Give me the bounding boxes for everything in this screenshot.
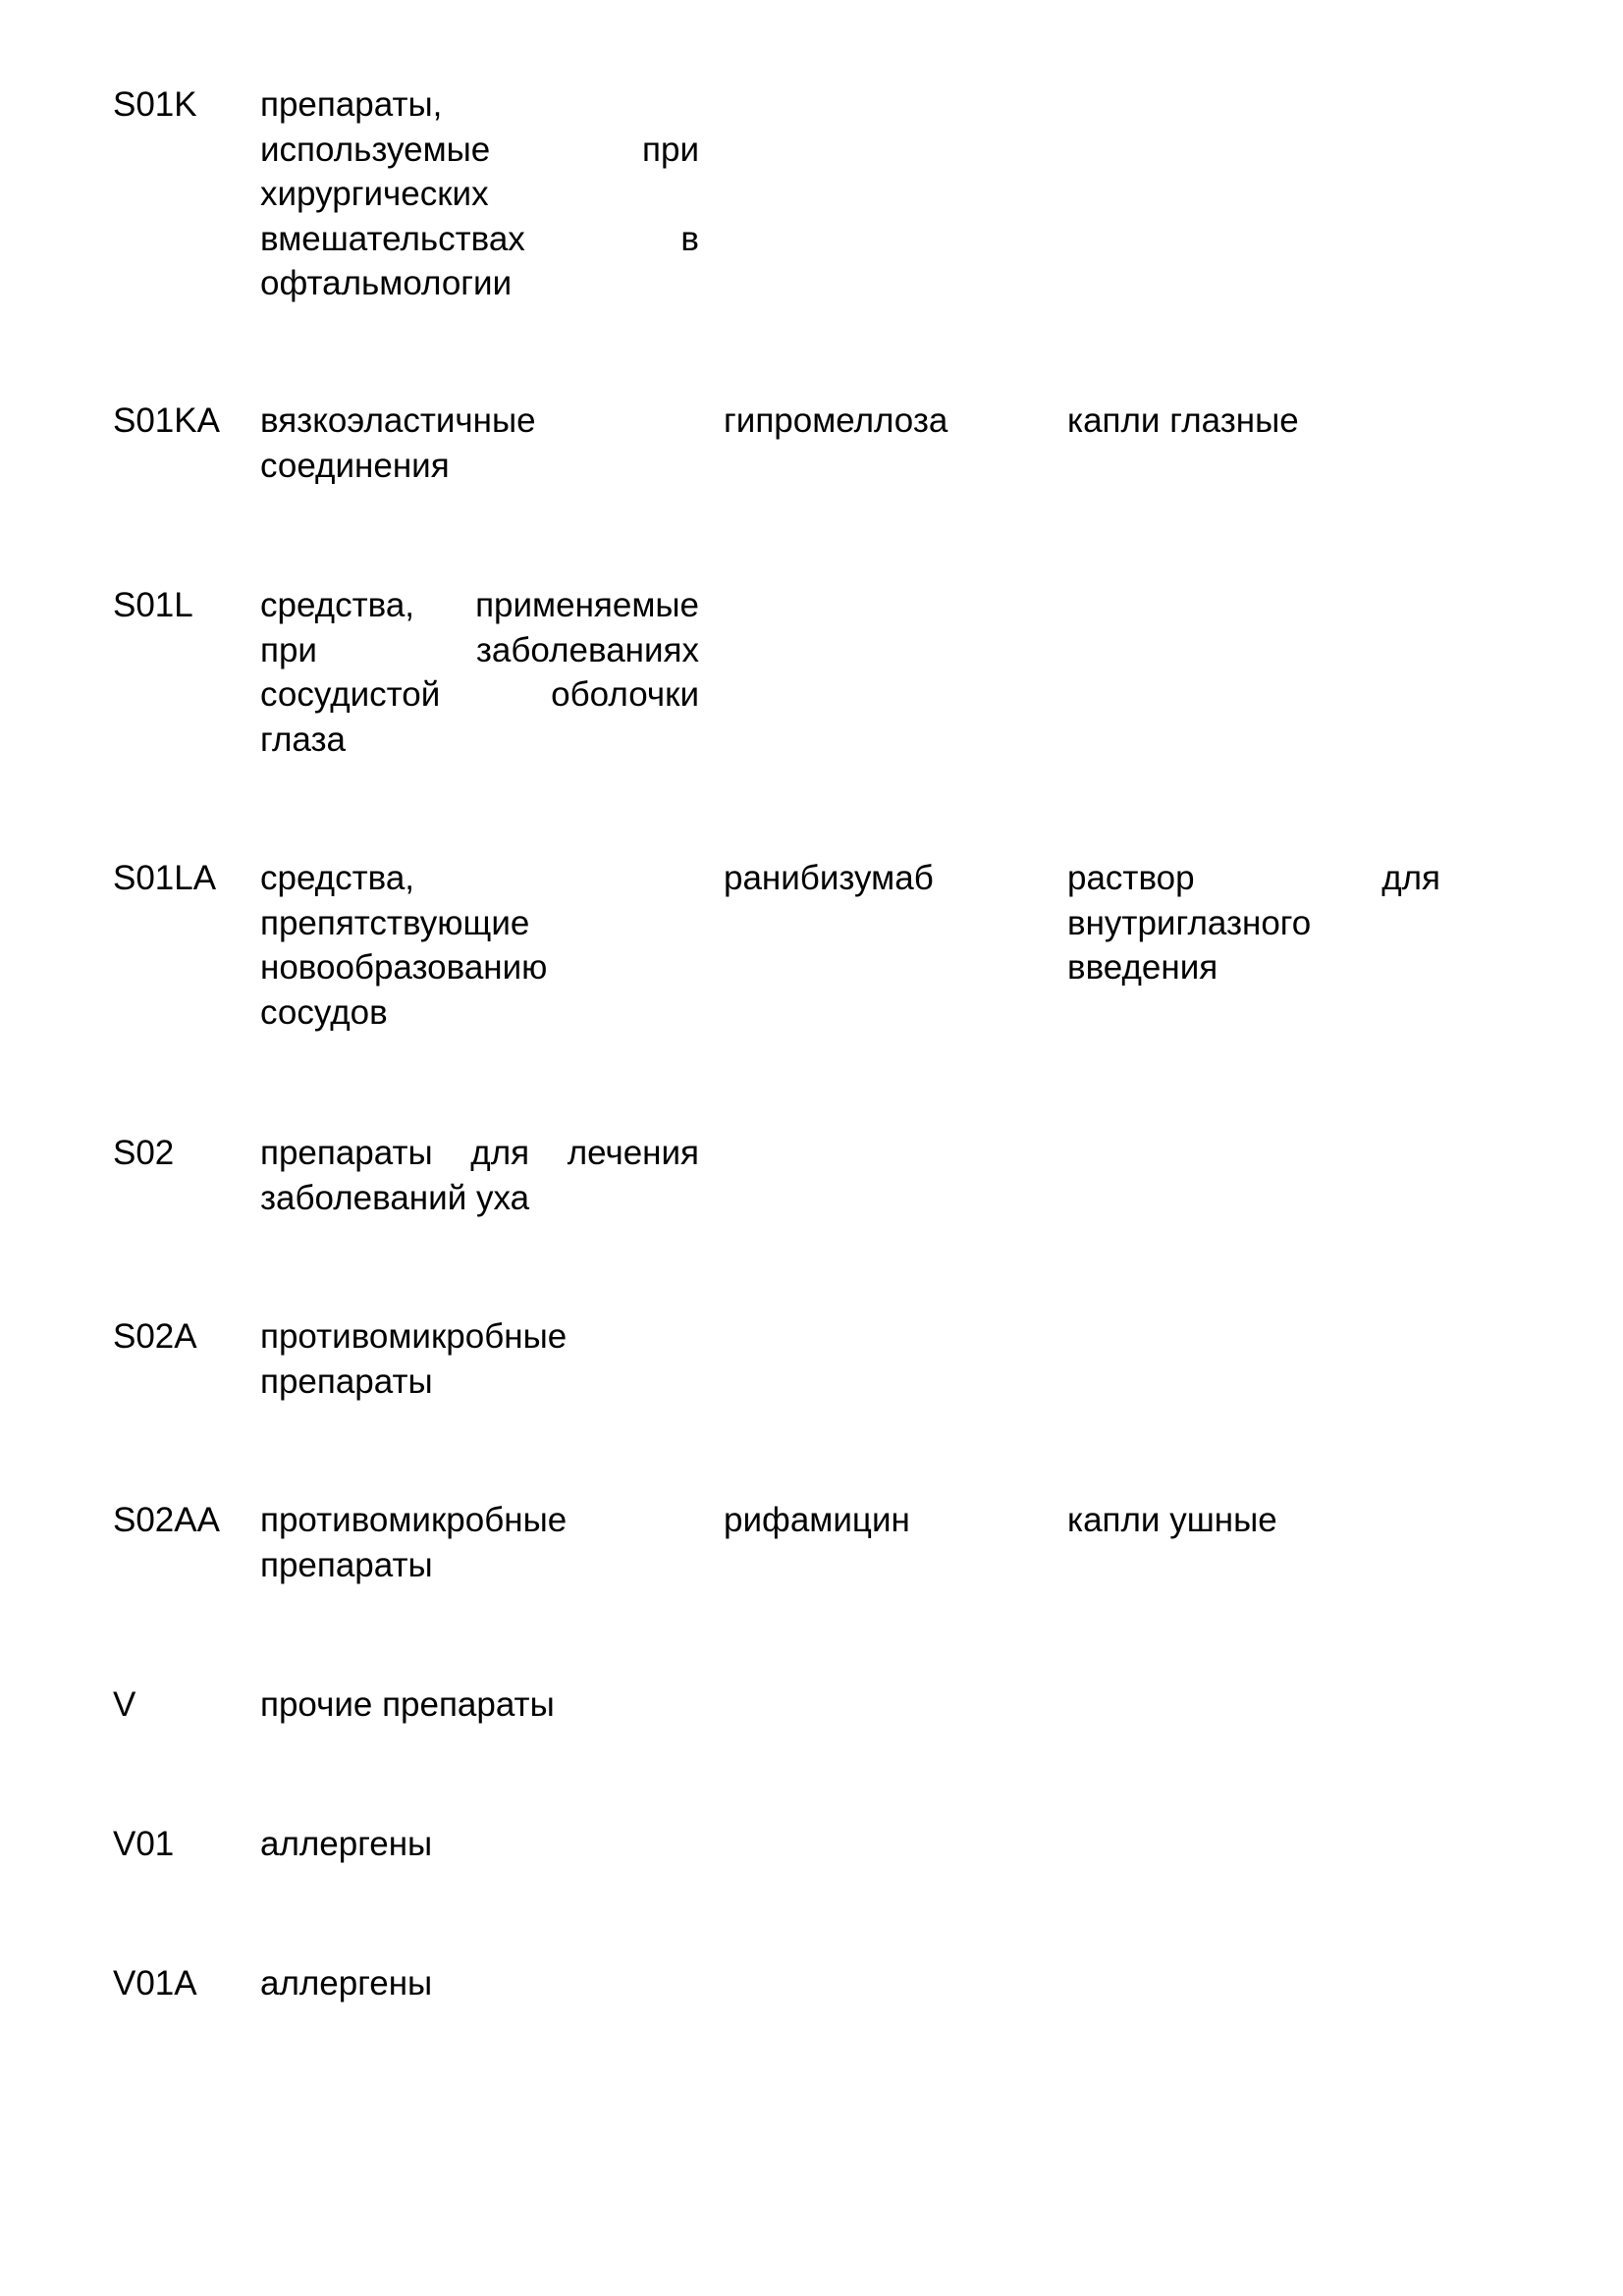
description-line: вмешательствах в: [260, 219, 699, 258]
atc-code: V01: [113, 1825, 175, 1863]
atc-code: S02A: [113, 1317, 197, 1356]
description-line: препятствующие: [260, 903, 530, 942]
atc-code: V01A: [113, 1964, 197, 2002]
drug-name: рифамицин: [724, 1501, 910, 1539]
dosage-form-line: капли ушные: [1067, 1501, 1277, 1539]
description-line: офтальмологии: [260, 264, 513, 302]
group-description: [260, 1961, 699, 2006]
atc-code: S01L: [113, 586, 193, 624]
description-line: средства,: [260, 859, 415, 897]
dosage-form-line: внутриглазного: [1067, 903, 1312, 942]
description-line: заболеваний уха: [260, 1178, 530, 1217]
description-line: сосудов: [260, 992, 388, 1032]
description-line: препараты: [260, 1545, 433, 1584]
group-description: [260, 399, 699, 488]
description-line: прочие препараты: [260, 1685, 555, 1724]
group-description: [260, 82, 699, 306]
dosage-form: [1067, 856, 1440, 990]
drug-name: ранибизумаб: [724, 859, 934, 897]
group-description: [260, 583, 699, 762]
group-description: [260, 1131, 699, 1220]
group-description: [260, 1498, 699, 1587]
atc-code: S01LA: [113, 859, 217, 897]
dosage-form: [1067, 1498, 1440, 1543]
description-line: сосудистой оболочки: [260, 675, 699, 714]
description-line: препараты для лечения: [260, 1134, 699, 1172]
description-line: при заболеваниях: [260, 630, 699, 669]
atc-code: S01KA: [113, 401, 220, 440]
group-description: [260, 1822, 699, 1867]
description-line: глаза: [260, 720, 347, 759]
description-line: новообразованию: [260, 948, 548, 987]
dosage-form-line: раствор для: [1067, 859, 1440, 897]
atc-code: V: [113, 1685, 136, 1724]
atc-code: S01K: [113, 85, 197, 124]
description-line: препараты: [260, 1362, 433, 1401]
drug-name: гипромеллоза: [724, 401, 948, 440]
description-line: препараты,: [260, 85, 443, 124]
atc-code: S02AA: [113, 1501, 220, 1539]
description-line: аллергены: [260, 1825, 433, 1863]
description-line: используемые при: [260, 130, 699, 169]
dosage-form-line: введения: [1067, 948, 1218, 987]
description-line: соединения: [260, 446, 450, 485]
group-description: [260, 856, 699, 1035]
description-line: хирургических: [260, 175, 489, 213]
description-line: противомикробные: [260, 1317, 568, 1356]
group-description: [260, 1682, 699, 1728]
description-line: вязкоэластичные: [260, 401, 536, 440]
description-line: аллергены: [260, 1964, 433, 2002]
group-description: [260, 1314, 699, 1404]
description-line: средства, применяемые: [260, 586, 699, 624]
description-line: противомикробные: [260, 1501, 568, 1539]
dosage-form: [1067, 399, 1440, 444]
atc-code: S02: [113, 1134, 175, 1172]
dosage-form-line: капли глазные: [1067, 401, 1299, 440]
